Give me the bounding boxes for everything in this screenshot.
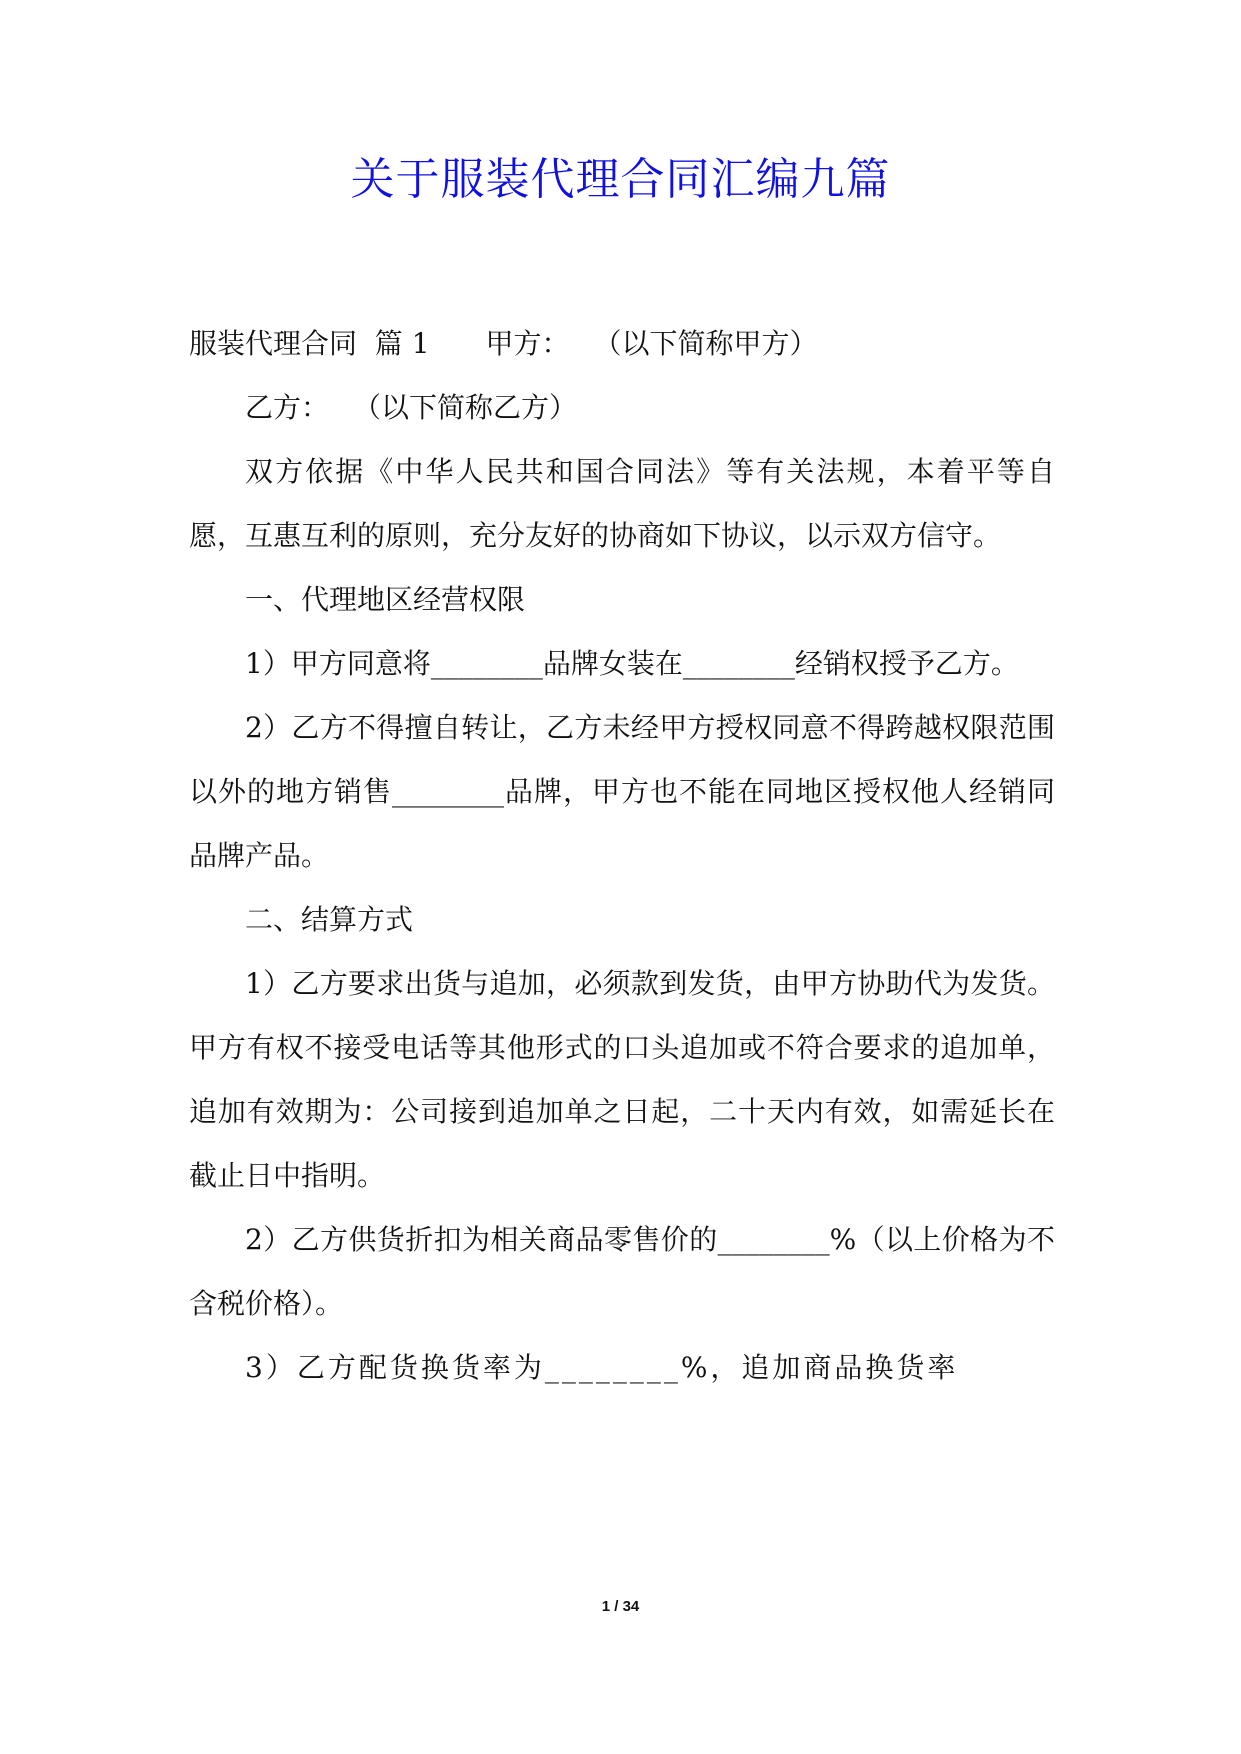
section2-heading: 二、结算方式 [245,903,414,936]
first-line [189,312,1055,376]
party-a-label: 甲方： [485,327,570,360]
party-a-note: （以下简称甲方） [593,327,818,360]
section1-item1: 1）甲方同意将________品牌女装在________经销权授予乙方。 [245,647,1019,680]
party-b-note: （以下简称乙方） [353,391,578,424]
party-b-label: 乙方： [245,391,330,424]
contract-section-label: 服装代理合同 篇 1 [189,327,430,360]
section1-item2: 2）乙方不得擅自转让，乙方未经甲方授权同意不得跨越权限范围以外的地方销售________品牌，甲方也不能在同地区授权他人经销同品牌产品。 [189,711,1055,872]
intro-paragraph: 双方依据《中华人民共和国合同法》等有关法规，本着平等自愿，互惠互利的原则，充分友好的协商如下协议，以示双方信守。 [189,455,1055,552]
document-body [189,312,1055,1400]
page-number: 1 / 34 [601,1598,640,1615]
document-title: 关于服装代理合同汇编九篇 [350,154,891,205]
party-b-line [189,376,1055,440]
section2-item2: 2）乙方供货折扣为相关商品零售价的________%（以上价格为不含税价格）。 [189,1223,1055,1320]
section1-heading: 一、代理地区经营权限 [245,583,526,616]
section2-item1: 1）乙方要求出货与追加，必须款到发货，由甲方协助代为发货。甲方有权不接受电话等其他形式的口头追加或不符合要求的追加单，追加有效期为：公司接到追加单之日起，二十天内有效，如需延长在截止日中指明。 [189,967,1055,1192]
section2-item3: 3）乙方配货换货率为________%，追加商品换货率 [245,1351,959,1384]
